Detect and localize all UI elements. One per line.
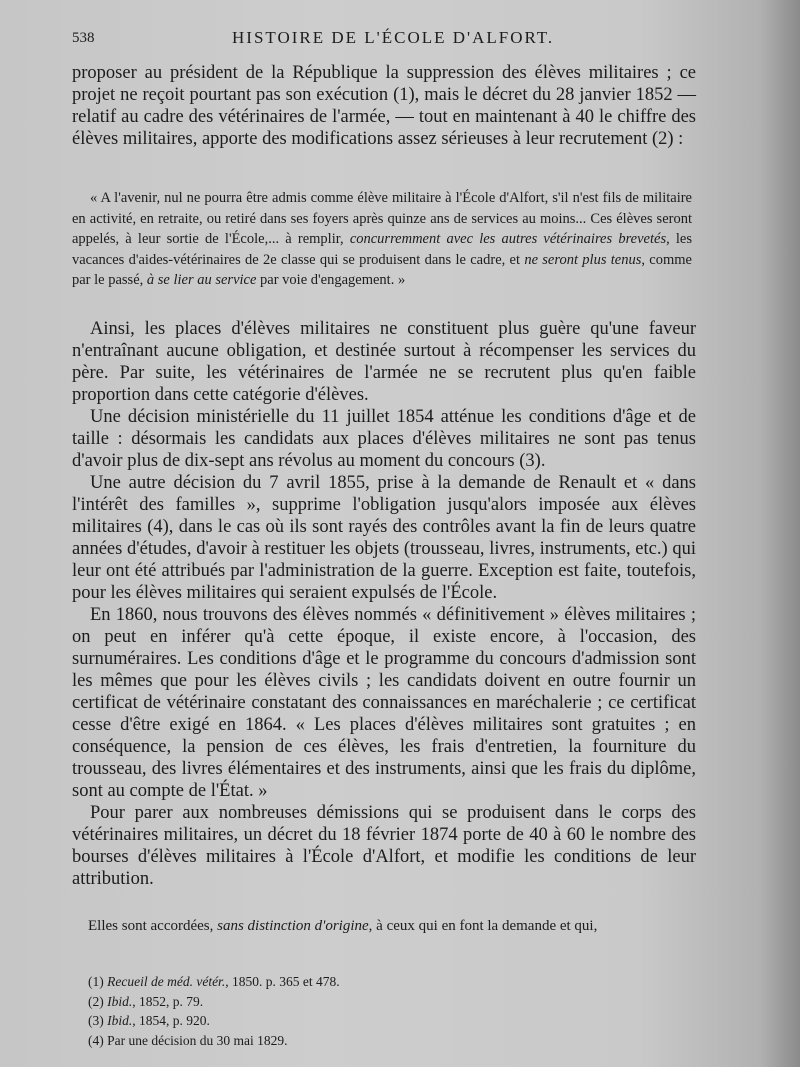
page-number: 538 xyxy=(72,30,95,46)
paragraph: Pour parer aux nombreuses démissions qui se produisent dans le corps des vétérinaires militaires, un décret du 18 février 1874 porte de 40 à 60 le nombre des bourses d'élèves militaires à l'École d'Alfort, et modifie les conditions de leur attribution. xyxy=(72,803,696,889)
intro-paragraph xyxy=(72,62,696,150)
last-paragraph xyxy=(88,916,696,936)
quote-italic: ne seront plus tenus xyxy=(524,251,642,268)
paragraph: Une autre décision du 7 avril 1855, prise à la demande de Renault et « dans l'intérêt des familles », supprime l'obligation jusqu'alors imposée aux élèves militaires (4), dans le cas où ils sont rayés des contrôles avant la fin de leurs quatre années d'études, d'avoir à restituer les objets (trousseau, livres, instruments, etc.) qui leur ont été attribués par l'administration de la guerre. Exception est faite, toutefois, pour les élèves militaires qui seraient expulsés de l'École. xyxy=(72,473,696,603)
quote-text: par voie d'engagement. » xyxy=(256,272,406,288)
last-italic: sans distinction d'origine xyxy=(217,918,369,934)
footnote-ref: , 1850. p. 365 et 478. xyxy=(225,974,340,989)
footnote-number: (2) xyxy=(88,993,104,1009)
footnote-ref: , 1854, p. 920. xyxy=(132,1013,210,1028)
footnote xyxy=(88,1031,688,1051)
main-text xyxy=(72,318,696,890)
quote-italic: à se lier au service xyxy=(146,272,257,288)
quote-text: « A l'avenir, nul ne pourra être admis comme élève militaire à l'École d'Alfort, s'il n'est fils de militaire en activité, en retraite, ou retiré dans ses foyers après quinze ans de services au moins... Ces élèves seront appelés, à leur sortie de l'École,... à remplir, xyxy=(72,190,692,247)
footnote-number: (3) xyxy=(88,1013,104,1028)
footnote xyxy=(88,992,688,1012)
footnote-source: Recueil de méd. vétér. xyxy=(107,974,226,989)
quote-italic: concurremment avec les autres vétérinaires brevetés xyxy=(349,231,667,247)
footnote-ref: Par une décision du 30 mai 1829. xyxy=(103,1032,288,1048)
footnote-source: Ibid. xyxy=(107,993,133,1009)
footnote-number: (4) xyxy=(88,1032,104,1048)
page-edge-shadow xyxy=(760,0,800,1067)
intro-text: proposer au président de la République la suppression des élèves militaires ; ce projet ne reçoit pourtant pas son exécution (1), mais le décret du 28 janvier 1852 — relatif au cadre des vétérinaires de l'armée, — tout en maintenant à 40 le chiffre des élèves militaires, apporte des modifications assez sérieuses à leur recrutement (2) : xyxy=(72,63,696,149)
last-text: , à ceux qui en font la demande et qui, xyxy=(368,918,598,934)
last-text: Elles sont accordées, xyxy=(88,918,218,934)
footnote xyxy=(88,972,688,992)
footnote-ref: , 1852, p. 79. xyxy=(132,993,204,1009)
footnote xyxy=(88,1011,688,1031)
paragraph: Ainsi, les places d'élèves militaires ne constituent plus guère qu'une faveur n'entraînant aucune obligation, et destinée surtout à récompenser les services du père. Par suite, les vétérinaires de l'armée ne se recrutent plus qu'en faible proportion dans cette catégorie d'élèves. xyxy=(72,319,696,405)
decree-quote xyxy=(72,188,692,291)
paragraph: En 1860, nous trouvons des élèves nommés « définitivement » élèves militaires ; on peut en inférer qu'à cette époque, il existe encore, à l'occasion, des surnuméraires. Les conditions d'âge et le programme du concours d'admission sont les mêmes que pour les élèves civils ; les candidats doivent en outre fournir un certificat de vétérinaire constatant des connaissances en maréchalerie ; ce certificat cesse d'être exigé en 1864. « Les places d'élèves militaires sont gratuites ; en conséquence, la pension de ces élèves, les frais d'entretien, la fourniture du trousseau, des livres élémentaires et des instruments, ainsi que les frais du diplôme, sont au compte de l'État. » xyxy=(72,605,696,801)
footnote-source: Ibid. xyxy=(107,1013,133,1028)
footnotes xyxy=(88,972,688,1050)
footnote-number: (1) xyxy=(88,974,104,989)
paragraph: Une décision ministérielle du 11 juillet 1854 atténue les conditions d'âge et de taille : désormais les candidats aux places d'élèves militaires ne sont pas tenus d'avoir plus de dix-sept ans révolus au moment du concours (3). xyxy=(72,407,696,471)
quote-text: , les vacances d'aides-vétérinaires de 2e classe qui se produisent dans le cadre, et xyxy=(72,231,693,268)
running-head xyxy=(72,28,722,52)
running-title: HISTOIRE DE L'ÉCOLE D'ALFORT. xyxy=(232,28,555,47)
quote-text: , comme par le passé, xyxy=(72,251,692,288)
